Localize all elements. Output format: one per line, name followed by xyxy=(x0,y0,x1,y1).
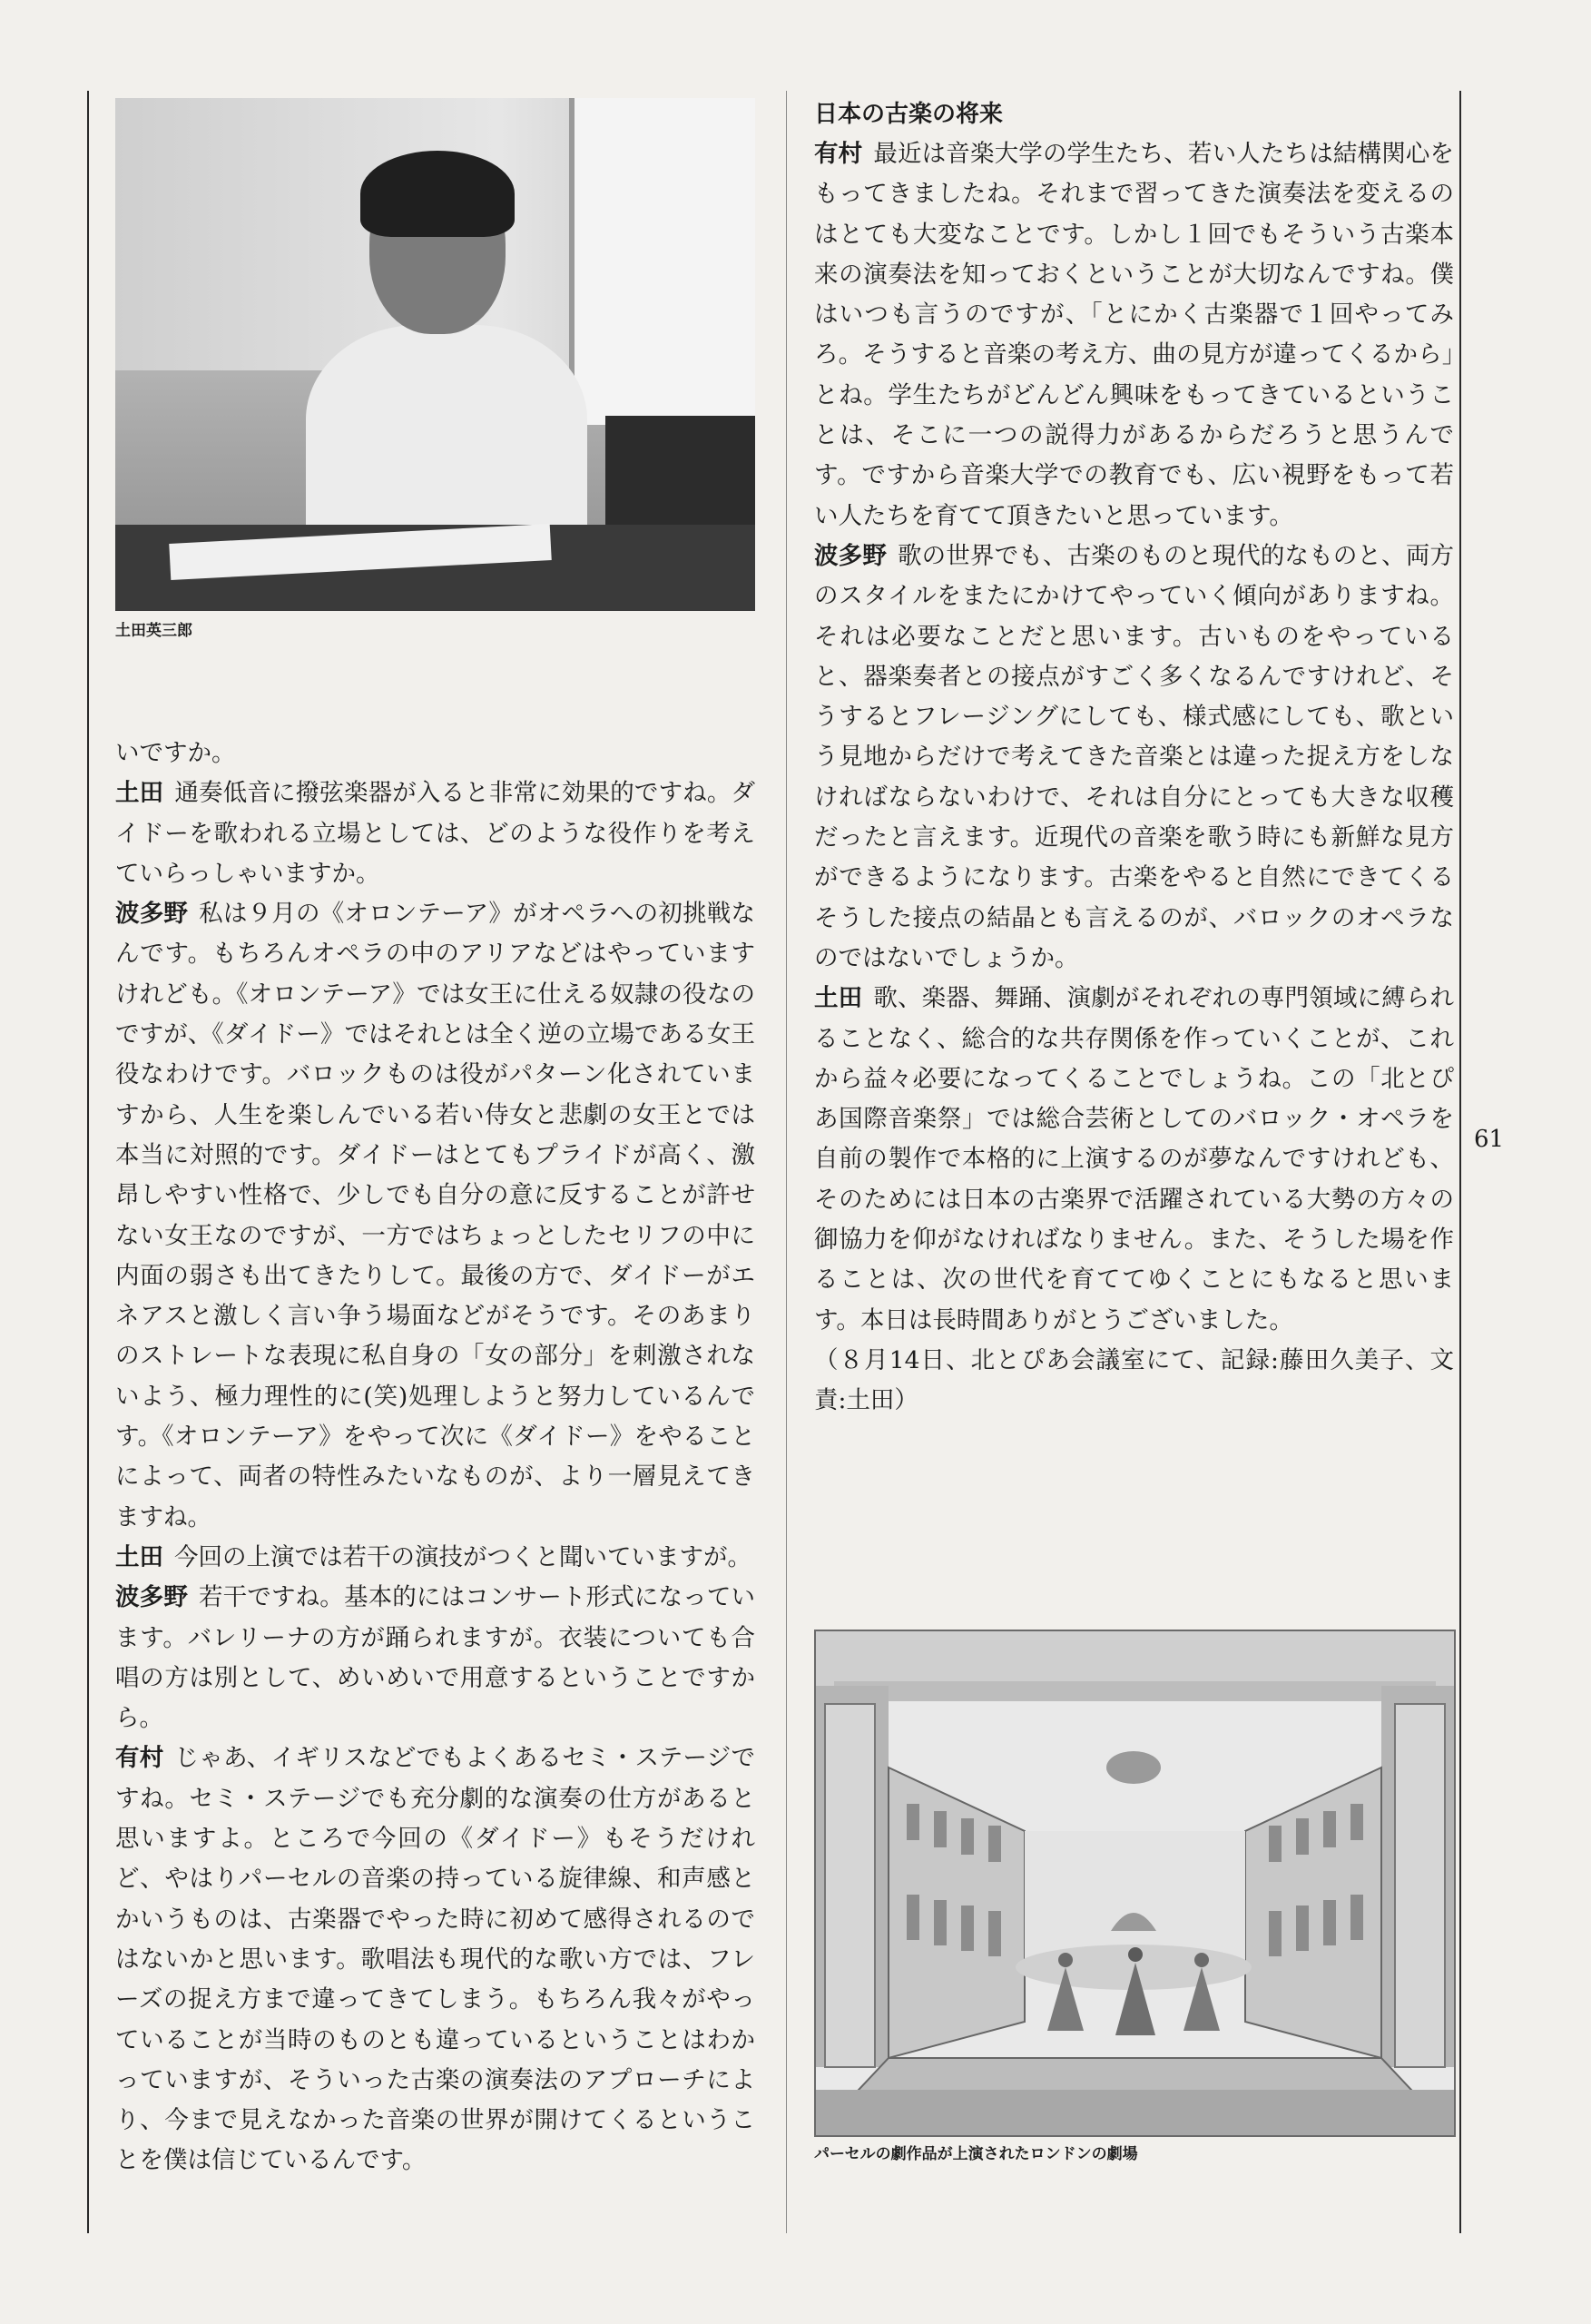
paragraph-text: 今回の上演では若干の演技がつくと聞いていますが。 xyxy=(174,1542,751,1571)
speaker-name: 有村 xyxy=(115,1744,164,1773)
right-margin-rule xyxy=(1459,91,1461,2233)
left-text-column xyxy=(115,734,755,2181)
paragraph-text: いですか。 xyxy=(115,739,236,767)
column-divider xyxy=(786,91,787,2233)
right-text-column xyxy=(814,94,1454,1422)
page-number: 61 xyxy=(1474,1126,1505,1153)
speaker-name: 波多野 xyxy=(814,541,887,570)
paragraph xyxy=(115,894,755,1538)
recording-note: （８月14日、北とぴあ会議室にて、記録:藤田久美子、文責:土田） xyxy=(814,1345,1454,1415)
paragraph-text: 通奏低音に撥弦楽器が入ると非常に効果的ですね。ダイドーを歌われる立場としては、どのような役作りを考えていらっしゃいますか。 xyxy=(115,779,756,888)
left-margin-rule xyxy=(87,91,89,2233)
paragraph xyxy=(814,979,1454,1341)
speaker-name: 波多野 xyxy=(115,1583,188,1612)
paragraph xyxy=(115,734,755,773)
portrait-photo xyxy=(115,98,755,611)
speaker-name: 土田 xyxy=(115,1542,163,1571)
photo-caption: 土田英三郎 xyxy=(115,622,192,640)
paragraph xyxy=(814,537,1454,979)
speaker-name: 波多野 xyxy=(115,900,189,929)
paragraph-text: じゃあ、イギリスなどでもよくあるセミ・ステージですね。セミ・ステージでも充分劇的な演奏の仕方があると思いますよ。ところで今回の《ダイドー》もそうだけれど、やはりパーセルの音楽の持っている旋律線、和声感とかいうものは、古楽器でやった時に初めて感得されるのではないかと思います。歌唱法も現代的な歌い方では、フレーズの捉え方まで違ってきてしまう。もちろん我々がやっていることが当時のものとも違っているということはわかっていますが、そういった古楽の演奏法のアプローチにより、今まで見えなかった音楽の世界が開けてくるということを僕は信じているんです。 xyxy=(115,1744,755,2175)
speaker-name: 土田 xyxy=(814,984,863,1013)
paragraph xyxy=(814,134,1454,537)
speaker-name: 有村 xyxy=(814,140,863,168)
theater-engraving xyxy=(814,1630,1456,2137)
paragraph-text: 歌、楽器、舞踊、演劇がそれぞれの専門領域に縛られることなく、総合的な共存関係を作っていくことが、これから益々必要になってくることでしょうね。この「北とぴあ国際音楽祭」では総合芸術としてのバロック・オペラを自前の製作で本格的に上演するのが夢なんですけれども、そのためには日本の古楽界で活躍されている大勢の方々の御協力を仰がなければなりません。また、そうした場を作ることは、次の世代を育ててゆくことにもなると思います。本日は長時間ありがとうございました。 xyxy=(814,984,1455,1334)
speaker-name: 土田 xyxy=(115,779,164,808)
paragraph xyxy=(115,1578,755,1738)
engraving-caption: パーセルの劇作品が上演されたロンドンの劇場 xyxy=(814,2145,1138,2163)
paragraph-text: 歌の世界でも、古楽のものと現代的なものと、両方のスタイルをまたにかけてやっていく傾向がありますね。それは必要なことだと思います。古いものをやっていると、器楽奏者との接点がすごく多くなるんですけれど、そうするとフレージングにしても、様式感にしても、歌という見地からだけで考えてきた音楽とは違った捉え方をしなければならないわけで、それは自分にとっても大きな収穫だったと言えます。近現代の音楽を歌う時にも新鮮な見方ができるようになります。古楽をやると自然にできてくるそうした接点の結晶とも言えるのが、バロックのオペラなのではないでしょうか。 xyxy=(814,541,1455,972)
paragraph xyxy=(115,1538,755,1578)
paragraph xyxy=(115,1738,755,2181)
paragraph xyxy=(115,773,755,894)
paragraph-text: 私は９月の《オロンテーア》がオペラへの初挑戦なんです。もちろんオペラの中のアリアなどはやっていますけれども。《オロンテーア》では女王に仕える奴隷の役なのですが、《ダイドー》ではそれとは全く逆の立場である女王役なわけです。バロックものは役がパターン化されていますから、人生を楽しんでいる若い侍女と悲劇の女王とでは本当に対照的です。ダイドーはとてもプライドが高く、激昂しやすい性格で、少しでも自分の意に反することが許せない女王なのですが、一方ではちょっとしたセリフの中に内面の弱さも出てきたりして。最後の方で、ダイドーがエネアスと激しく言い争う場面などがそうです。そのあまりのストレートな表現に私自身の「女の部分」を刺激されないよう、極力理性的に(笑)処理しようと努力しているんです。《オロンテーア》をやって次に《ダイドー》をやることによって、両者の特性みたいなものが、より一層見えてきますね。 xyxy=(115,900,755,1531)
paragraph-text: 最近は音楽大学の学生たち、若い人たちは結構関心をもってきましたね。それまで習ってきた演奏法を変えるのはとても大変なことです。しかし１回でもそういう古楽本来の演奏法を知っておくということが大切なんですね。僕はいつも言うのですが、「とにかく古楽器で１回やってみろ。そうすると音楽の考え方、曲の見方が違ってくるから」とね。学生たちがどんどん興味をもってきているということは、そこに一つの説得力があるからだろうと思うんです。ですから音楽大学での教育でも、広い視野をもって若い人たちを育てて頂きたいと思っています。 xyxy=(814,140,1455,530)
section-heading: 日本の古楽の将来 xyxy=(814,101,1004,128)
paragraph-text: 若干ですね。基本的にはコンサート形式になっています。バレリーナの方が踊られますが。衣装についても合唱の方は別として、めいめいで用意するということですから。 xyxy=(115,1583,756,1733)
